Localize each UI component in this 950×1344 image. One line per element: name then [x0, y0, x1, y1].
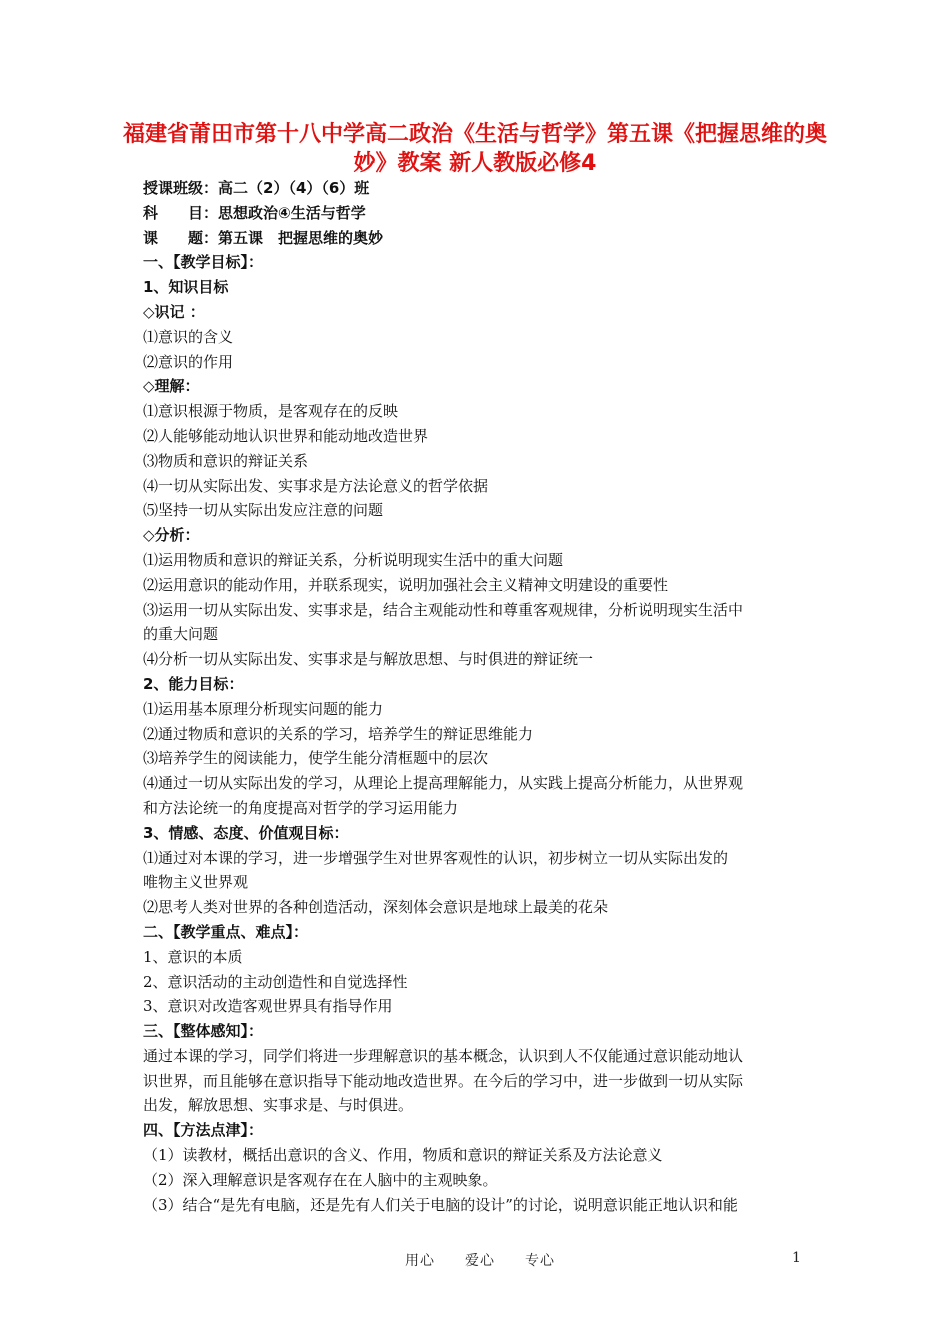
document-body: [143, 176, 815, 1217]
text-line: ⑴运用基本原理分析现实问题的能力: [143, 699, 384, 718]
text-line: ⑶运用一切从实际出发、实事求是，结合主观能动性和尊重客观规律，分析说明现实生活中: [143, 600, 744, 619]
section-heading: 科 目：思想政治④生活与哲学: [143, 203, 366, 222]
text-line: ⑴通过对本课的学习，进一步增强学生对世界客观性的认识，初步树立一切从实际出发的: [143, 848, 729, 867]
section-heading: 3、情感、态度、价值观目标：: [143, 823, 349, 842]
text-line: 通过本课的学习，同学们将进一步理解意识的基本概念，认识到人不仅能通过意识能动地认: [143, 1046, 744, 1065]
text-line: ⑴运用物质和意识的辩证关系，分析说明现实生活中的重大问题: [143, 550, 564, 569]
text-line: 的重大问题: [143, 625, 219, 644]
text-line: ⑵人能够能动地认识世界和能动地改造世界: [143, 426, 429, 445]
text-line: ⑵意识的作用: [143, 352, 234, 371]
text-line: 唯物主义世界观: [143, 873, 249, 892]
text-line: （2）深入理解意识是客观存在在人脑中的主观映象。: [143, 1170, 498, 1189]
text-line: ⑵通过物质和意识的关系的学习，培养学生的辩证思维能力: [143, 724, 534, 743]
text-line: 3、意识对改造客观世界具有指导作用: [143, 997, 393, 1016]
section-heading: 授课班级：高二（2）（4）（6）班: [143, 179, 370, 197]
text-line: 1、意识的本质: [143, 947, 243, 966]
section-heading: ◇理解：: [143, 377, 200, 396]
text-line: ⑴意识的含义: [143, 327, 234, 346]
section-heading: ◇分析：: [143, 526, 200, 545]
text-line: ⑶物质和意识的辩证关系: [143, 451, 309, 470]
text-line: ⑵思考人类对世界的各种创造活动，深刻体会意识是地球上最美的花朵: [143, 898, 609, 917]
text-line: ⑵运用意识的能动作用，并联系现实，说明加强社会主义精神文明建设的重要性: [143, 575, 669, 594]
text-line: 和方法论统一的角度提高对哲学的学习运用能力: [143, 798, 459, 817]
section-heading: ◇识记 ：: [143, 302, 205, 321]
text-line: （1）读教材，概括出意识的含义、作用，物质和意识的辩证关系及方法论意义: [143, 1146, 663, 1165]
section-heading: 二、【教学重点、难点】：: [143, 922, 309, 941]
footer-motto: 用心 爱心 专心: [405, 1253, 555, 1269]
text-line: ⑶培养学生的阅读能力，使学生能分清框题中的层次: [143, 749, 489, 768]
text-line: ⑷一切从实际出发、实事求是方法论意义的哲学依据: [143, 476, 489, 495]
text-line: ⑴意识根源于物质，是客观存在的反映: [143, 402, 399, 421]
document-title: 福建省莆田市第十八中学高二政治《生活与哲学》第五课《把握思维的奥妙》教案 新人教版必修4: [122, 122, 827, 176]
text-line: ⑸坚持一切从实际出发应注意的问题: [143, 501, 384, 520]
section-heading: 一、【教学目标】：: [143, 253, 264, 272]
section-heading: 2、能力目标：: [143, 674, 244, 693]
text-line: 识世界，而且能够在意识指导下能动地改造世界。在今后的学习中，进一步做到一切从实际: [143, 1071, 744, 1090]
section-heading: 三、【整体感知】：: [143, 1022, 264, 1041]
section-heading: 四、【方法点津】：: [143, 1121, 264, 1140]
text-line: 2、意识活动的主动创造性和自觉选择性: [143, 972, 408, 991]
text-line: ⑷分析一切从实际出发、实事求是与解放思想、与时俱进的辩证统一: [143, 650, 594, 669]
text-line: ⑷通过一切从实际出发的学习，从理论上提高理解能力，从实践上提高分析能力，从世界观: [143, 774, 744, 793]
section-heading: 课 题：第五课 把握思维的奥妙: [143, 228, 384, 247]
section-heading: 1、知识目标: [143, 278, 229, 297]
page-number: 1: [792, 1250, 801, 1266]
text-line: （3）结合“是先有电脑，还是先有人们关于电脑的设计”的讨论，说明意识能正地认识和能: [143, 1195, 738, 1214]
text-line: 出发，解放思想、实事求是、与时俱进。: [143, 1096, 414, 1115]
